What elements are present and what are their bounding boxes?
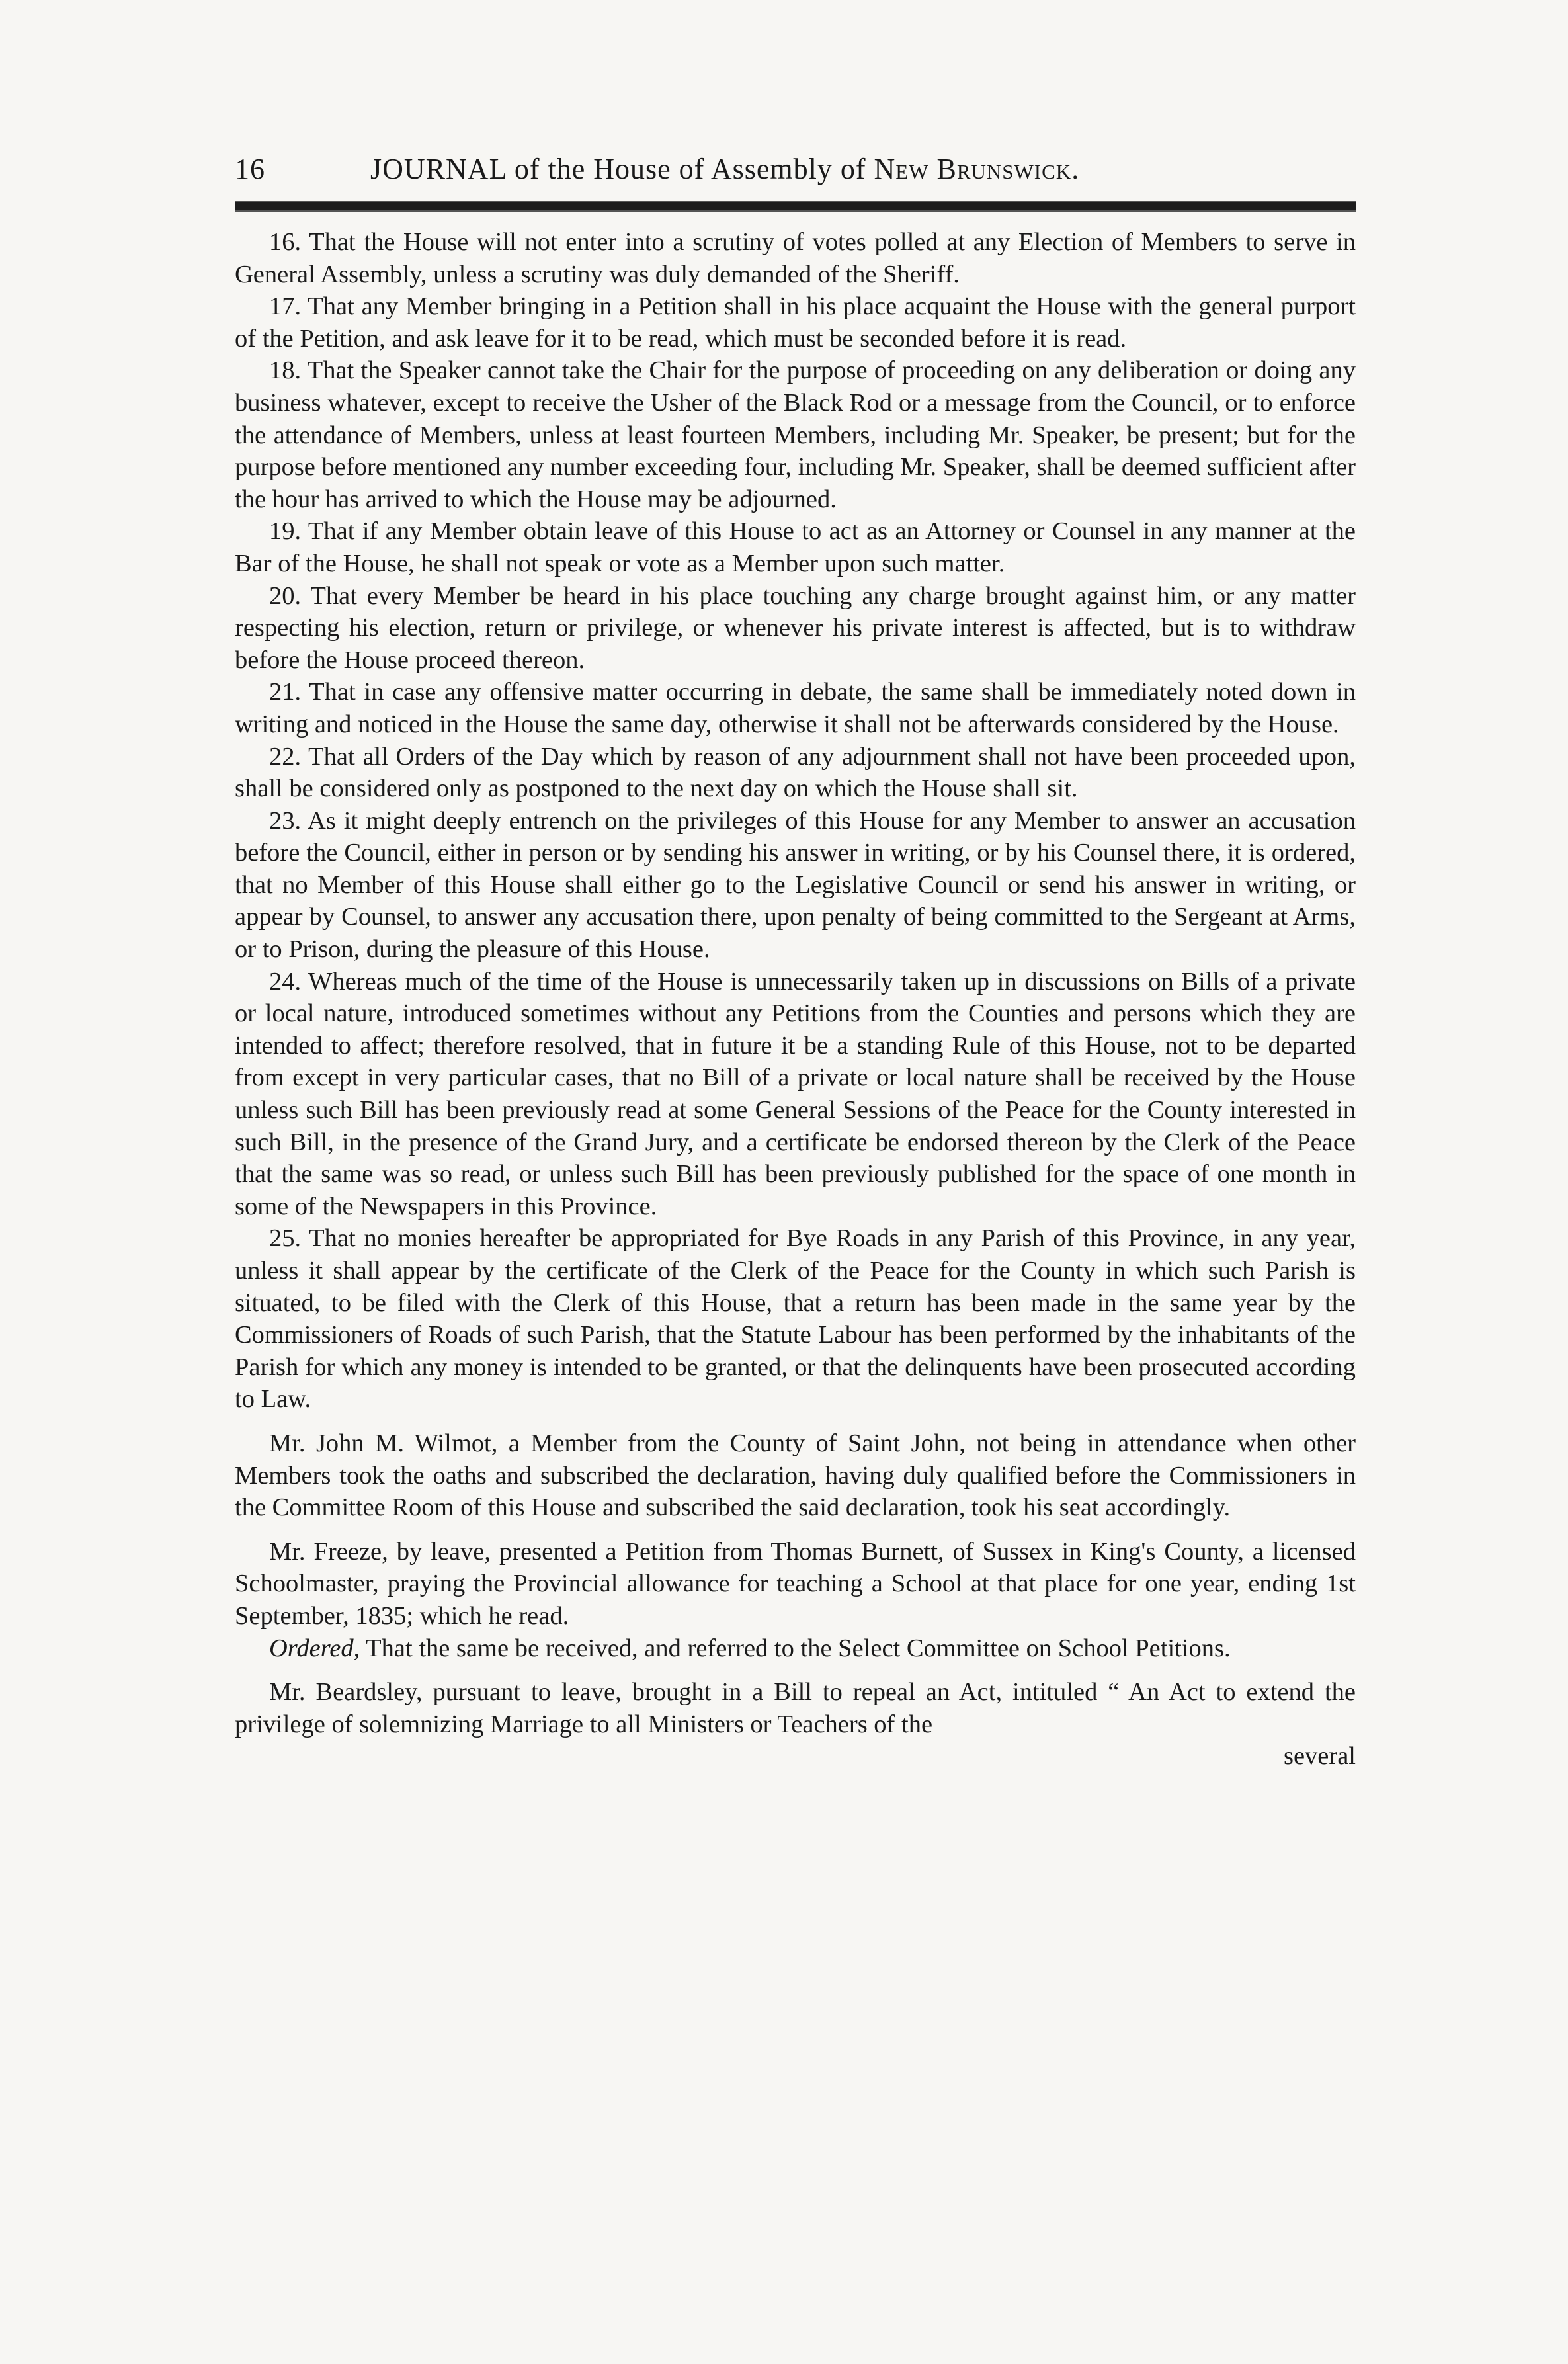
journal-page xyxy=(235,152,1356,1772)
rule-24: 24. Whereas much of the time of the House is unnecessarily taken up in discussions on Bills of a private or local nature, introduced sometimes without any Petitions from the Counties and persons which they are intended to affect; therefore resolved, that in future it be a standing Rule of this House, not to be departed from except in very particular cases, that no Bill of a private or local nature shall be received by the House unless such Bill has been previously read at some General Sessions of the Peace for the County interested in such Bill, in the presence of the Grand Jury, and a certificate be endorsed thereon by the Clerk of the Peace that the same was so read, or unless such Bill has been previously published for the space of one month in some of the Newspapers in this Province. xyxy=(235,967,1356,1220)
running-title-text: JOURNAL of the House of Assembly of xyxy=(370,153,874,185)
wilmot-paragraph: Mr. John M. Wilmot, a Member from the County of Saint John, not being in attendance when other Members took the oaths and subscribed the declaration, having duly qualified before the Commissioners in the Committee Room of this House and subscribed the said declaration, took his seat accordingly. xyxy=(235,1429,1356,1522)
beardsley-paragraph: Mr. Beardsley, pursuant to leave, brought in a Bill to repeal an Act, intituled “ An Act to extend the privilege of solemnizing Marriage to all Ministers or Teachers of the xyxy=(235,1678,1356,1738)
page-number: 16 xyxy=(235,153,265,185)
running-title-province: New Brunswick. xyxy=(874,153,1080,185)
ordered-word: Ordered, xyxy=(269,1634,360,1662)
rule-19: 19. That if any Member obtain leave of this House to act as an Attorney or Counsel in any manner at the Bar of the House, he shall not speak or vote as a Member upon such matter. xyxy=(235,517,1356,577)
rule-18: 18. That the Speaker cannot take the Chair for the purpose of proceeding on any deliberation or doing any business whatever, except to receive the Usher of the Black Rod or a message from the Council, or to enforce the attendance of Members, unless at least fourteen Members, including Mr. Speaker, be present; but for the purpose before mentioned any number exceeding four, including Mr. Speaker, shall be deemed sufficient after the hour has arrived to which the House may be adjourned. xyxy=(235,357,1356,513)
rule-25: 25. That no monies hereafter be appropriated for Bye Roads in any Parish of this Province, in any year, unless it shall appear by the certificate of the Clerk of the Peace for the County in which such Parish is situated, to be filed with the Clerk of this House, that a return has been made in the same year by the Commissioners of Roads of such Parish, that the Statute Labour has been performed by the inhabitants of the Parish for which any money is intended to be granted, or that the delinquents have been prosecuted according to Law. xyxy=(235,1224,1356,1414)
rule-22: 22. That all Orders of the Day which by reason of any adjournment shall not have been proceeded upon, shall be considered only as postponed to the next day on which the House shall sit. xyxy=(235,742,1356,803)
rule-20: 20. That every Member be heard in his place touching any charge brought against him, or any matter respecting his election, return or privilege, or whenever his private interest is affected, but is to withdraw before the House proceed thereon. xyxy=(235,581,1356,674)
rule-21: 21. That in case any offensive matter occurring in debate, the same shall be immediately noted down in writing and noticed in the House the same day, otherwise it shall not be afterwards considered by the House. xyxy=(235,678,1356,738)
catchword: several xyxy=(1283,1742,1356,1771)
rule-23: 23. As it might deeply entrench on the privileges of this House for any Member to answer an accusation before the Council, either in person or by sending his answer in writing, or by his Counsel there, it is ordered, that no Member of this House shall either go to the Legislative Council or send his answer in writing, or appear by Counsel, to answer any accusation there, upon penalty of being committed to the Sergeant at Arms, or to Prison, during the pleasure of this House. xyxy=(235,806,1356,964)
ordered-paragraph xyxy=(235,1632,1356,1665)
running-title xyxy=(314,152,1356,186)
rule-17: 17. That any Member bringing in a Petition shall in his place acquaint the House with the general purport of the Petition, and ask leave for it to be read, which must be seconded before it is read. xyxy=(235,292,1356,353)
running-header xyxy=(235,152,1356,198)
header-rule xyxy=(235,201,1356,212)
rule-16: 16. That the House will not enter into a scrutiny of votes polled at any Election of Members to serve in General Assembly, unless a scrutiny was duly demanded of the Sheriff. xyxy=(235,228,1356,288)
freeze-petition-paragraph: Mr. Freeze, by leave, presented a Petition from Thomas Burnett, of Sussex in King's County, a licensed Schoolmaster, praying the Provincial allowance for teaching a School at that place for one year, ending 1st September, 1835; which he read. xyxy=(235,1537,1356,1630)
ordered-text: That the same be received, and referred to the Select Committee on School Petitions. xyxy=(360,1634,1231,1662)
